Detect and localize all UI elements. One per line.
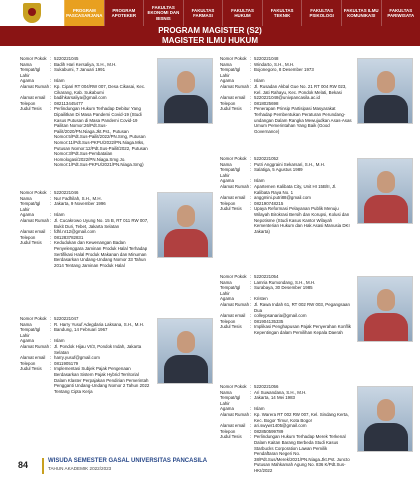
detail-value: Putri Anggraini Sekarsari, S.H., M.H. bbox=[254, 161, 326, 167]
graduate-entry bbox=[20, 316, 220, 394]
detail-label: Agama bbox=[220, 406, 234, 412]
graduate-details bbox=[220, 156, 352, 234]
detail-value: Perlindungan Hukum Terhadap Debitur Yang Dipailitkan Di Masa Pandemi Covid-19 (Studi Kasus Putusan di Masa Pandemi Covid-19 Pailitan Nomor:26/Pdt.Sus-Pailit/2020/PN.Niaga.Jkt.Pst., Putusan Nomor:5/Pdt.Sus-Pailit/2022/PN.Smg, Putusan Nomor:11/Pdt.Sus-PKPU/2022/PN.Niaga.Mks, Putusan Nomor:12/Pdt.Sus-Pailit/2022, Putusan Nomor:3/Pdt.Sus-Pembatalan Homologasi/2022/PN.Niaga.Smg Jo. Nomor:1/Pdt.Sus-PKPU/2021/PN.Niaga.Smg) bbox=[54, 106, 148, 168]
nav-item[interactable]: FAKULTAS PSIKOLOGI bbox=[301, 0, 341, 26]
detail-label: Alamat email bbox=[220, 313, 246, 319]
detail-separator: : bbox=[250, 301, 252, 307]
detail-separator: : bbox=[50, 355, 52, 361]
detail-label: Nomor Pokok bbox=[220, 156, 247, 161]
detail-row-alamat-rumah bbox=[220, 184, 352, 195]
graduate-photo bbox=[357, 58, 413, 124]
detail-value: Jl. Rusadan Akbal Gue No. 21 RT 004 RW 023, Kel. Jati Rahayu, Kec. Pondok Melati, Bekasi bbox=[254, 83, 347, 95]
graduate-photo bbox=[157, 318, 213, 384]
detail-label: Telepon bbox=[20, 360, 36, 366]
detail-label: Tempat/tgl Lahir bbox=[20, 327, 41, 338]
detail-label: Alamat Rumah bbox=[20, 83, 50, 89]
detail-label: Telepon bbox=[220, 428, 236, 434]
detail-separator: : bbox=[250, 406, 252, 412]
detail-label: Agama bbox=[20, 212, 34, 218]
detail-row-alamat-rumah bbox=[20, 344, 152, 355]
detail-label: Judul Tesis bbox=[220, 206, 242, 212]
detail-label: Alamat email bbox=[20, 229, 46, 235]
detail-separator: : bbox=[50, 338, 52, 344]
detail-separator: : bbox=[50, 321, 52, 327]
detail-value: Kedudukan dan Kewenangan Badan Penyelenggara Jaminan Produk Halal Terhadap Sertifikasi Halal Produk Makanan dan Minuman Berdasarkan Undang-Undang Nomor 33 Tahun 2014 Tentang Jaminan Produk Halal bbox=[54, 240, 148, 268]
page-number: 84 bbox=[18, 460, 29, 470]
detail-value: Jl. Cucakrowo Uyung No. 15 B, RT 011 RW 007, Bukit Duri, Tebet, Jakarta Selatan bbox=[54, 217, 149, 229]
detail-label: Alamat Rumah bbox=[220, 301, 250, 307]
detail-label: Nama bbox=[220, 279, 232, 285]
detail-separator: : bbox=[250, 423, 252, 429]
detail-value: Implikasi Penghapusan Pajak Penyerahan Konflik Kepentingan dalam Pemilihan Kepala Daerah bbox=[254, 324, 351, 335]
detail-value: Bandung, 14 Februari 1967 bbox=[54, 327, 108, 333]
graduate-photo bbox=[157, 192, 213, 258]
detail-label: Telepon bbox=[220, 200, 236, 206]
detail-label: Alamat Rumah bbox=[220, 411, 250, 417]
detail-label: Agama bbox=[220, 178, 234, 184]
detail-label: Judul Tesis bbox=[20, 106, 42, 112]
nav-item[interactable]: FAKULTAS ILMU KOMUNIKASI bbox=[341, 0, 381, 26]
graduate-photo bbox=[357, 386, 413, 452]
graduate-details bbox=[20, 190, 152, 268]
detail-separator: : bbox=[250, 156, 252, 161]
detail-label: Judul Tesis bbox=[220, 434, 242, 440]
detail-label: Tempat/tgl Lahir bbox=[220, 285, 241, 296]
university-logo bbox=[0, 0, 64, 26]
detail-separator: : bbox=[50, 61, 52, 67]
detail-value: Penerapan Prinsip Partisipasi Masyarakat Terhadap Pembentukan Peraturan Perundang-undangan Dalam Rangka Mewujudkan Asas-Asas Umum Pemerintahan Yang Baik (Good Governance) bbox=[254, 106, 352, 134]
detail-row-ttl bbox=[220, 285, 352, 296]
detail-separator: : bbox=[250, 195, 252, 201]
detail-separator: : bbox=[250, 428, 252, 434]
detail-separator: : bbox=[250, 56, 252, 61]
footer-title: WISUDA SEMESTER GASAL UNIVERSITAS PANCASILA bbox=[48, 458, 208, 464]
detail-label: Alamat email bbox=[20, 355, 46, 361]
detail-separator: : bbox=[250, 106, 252, 112]
detail-value: Jakarta, 9 November 1996 bbox=[54, 201, 106, 207]
detail-separator: : bbox=[50, 106, 52, 112]
detail-separator: : bbox=[50, 100, 52, 106]
detail-label: Alamat Rumah bbox=[20, 343, 50, 349]
detail-separator: : bbox=[250, 83, 252, 89]
detail-value: Islam bbox=[254, 78, 265, 84]
detail-separator: : bbox=[50, 95, 52, 101]
graduate-entry bbox=[220, 274, 420, 336]
detail-value: Windarto, S.H., M.H. bbox=[254, 61, 295, 67]
detail-label: Tempat/tgl Lahir bbox=[220, 67, 241, 78]
pancasila-emblem-icon bbox=[23, 3, 41, 23]
detail-label: Telepon bbox=[220, 100, 236, 106]
detail-label: Alamat Rumah bbox=[220, 183, 250, 189]
detail-separator: : bbox=[50, 190, 52, 195]
detail-separator: : bbox=[50, 212, 52, 218]
detail-label: Nomor Pokok bbox=[220, 274, 247, 279]
detail-row-alamat-rumah bbox=[20, 84, 152, 95]
detail-label: Judul Tesis bbox=[20, 240, 42, 246]
detail-separator: : bbox=[250, 384, 252, 389]
detail-value: anggmini.putri88@gmail.com bbox=[254, 195, 311, 201]
detail-separator: : bbox=[250, 395, 252, 401]
detail-value: ari.swywr1405@gmail.com bbox=[254, 423, 307, 429]
detail-label: Nomor Pokok bbox=[20, 190, 47, 195]
detail-row-ttl bbox=[20, 327, 152, 338]
detail-separator: : bbox=[250, 285, 252, 291]
detail-row-ttl bbox=[20, 201, 152, 212]
detail-label: Judul Tesis bbox=[220, 106, 242, 112]
graduate-details bbox=[20, 316, 152, 394]
detail-label: Judul Tesis bbox=[220, 324, 242, 330]
nav-item[interactable]: PROGRAM APOTEKER bbox=[104, 0, 144, 26]
graduate-details bbox=[220, 56, 352, 134]
detail-value: 0811905179 bbox=[54, 360, 79, 366]
detail-value: Islam bbox=[54, 78, 65, 84]
detail-value: Jl. Rawa Indah 61, RT 002 RW 003, Pegangsaan Dua bbox=[254, 301, 350, 313]
detail-value: 5220221048@univpancasila.ac.id bbox=[254, 95, 320, 101]
detail-label: Nama bbox=[20, 61, 32, 67]
footer-divider bbox=[42, 458, 44, 474]
detail-row-ttl bbox=[220, 395, 352, 406]
detail-label: Agama bbox=[220, 296, 234, 302]
detail-separator: : bbox=[250, 274, 252, 279]
detail-value: Jl. Pondok Hijau VI/3, Pondok Indah, Jakarta Selatan bbox=[54, 343, 142, 355]
detail-value: Islam bbox=[254, 178, 265, 184]
detail-separator: : bbox=[50, 217, 52, 223]
detail-row-judul-tesis bbox=[20, 106, 152, 168]
detail-label: Nomor Pokok bbox=[20, 316, 47, 321]
detail-value: Perlindungan Hukum Terhadap Merek Terkenal Dalam Kaitan Barang Berbeda Studi Kasus Starbucks Corporation Lawan Pemilik Pendaftaran Negeri No. 38/Pdt.Sus/Merek/2021/PN.Niaga.Jkt.Pst. Juncto Putusan Mahkamah Agung No. 836 K/Pdt.Sus-HKI/2022 bbox=[254, 434, 350, 473]
detail-separator: : bbox=[250, 161, 252, 167]
detail-label: Agama bbox=[20, 78, 34, 84]
detail-separator: : bbox=[250, 313, 252, 319]
nav-item[interactable]: FAKULTAS HUKUM bbox=[222, 0, 262, 26]
detail-value: Sukabumi, 7 Januari 1991 bbox=[54, 67, 106, 73]
nav-item[interactable]: FAKULTAS FARMASI bbox=[183, 0, 223, 26]
detail-separator: : bbox=[250, 206, 252, 212]
detail-separator: : bbox=[250, 318, 252, 324]
detail-separator: : bbox=[250, 100, 252, 106]
detail-label: Alamat email bbox=[220, 195, 246, 201]
detail-label: Agama bbox=[220, 78, 234, 84]
detail-separator: : bbox=[50, 343, 52, 349]
detail-value: Ari Suwandana, S.H., M.H. bbox=[254, 389, 307, 395]
detail-value: 082850599789 bbox=[254, 428, 284, 434]
detail-separator: : bbox=[50, 366, 52, 372]
detail-separator: : bbox=[50, 229, 52, 235]
detail-separator: : bbox=[250, 389, 252, 395]
detail-row-ttl bbox=[20, 67, 152, 78]
detail-label: Tempat/tgl Lahir bbox=[20, 67, 41, 78]
detail-value: Kristen bbox=[254, 296, 268, 302]
detail-separator: : bbox=[50, 67, 52, 73]
detail-label: Telepon bbox=[220, 318, 236, 324]
detail-separator: : bbox=[50, 195, 52, 201]
detail-row-ttl bbox=[220, 67, 352, 78]
detail-separator: : bbox=[250, 411, 252, 417]
detail-label: Tempat/tgl Lahir bbox=[20, 201, 41, 212]
detail-value: Islam bbox=[54, 338, 65, 344]
detail-value: 082190748215 bbox=[254, 200, 284, 206]
detail-value: Badih Hari Kersaliya, S.H., M.H. bbox=[54, 61, 117, 67]
detail-label: Nomor Pokok bbox=[20, 56, 47, 61]
detail-separator: : bbox=[250, 324, 252, 330]
detail-value: 5220221047 bbox=[54, 316, 79, 321]
footer-subtitle: TAHUN AKADEMIK 2022/2023 bbox=[48, 466, 112, 471]
detail-value: fdhl.nr12@gmail.com bbox=[54, 229, 96, 235]
detail-separator: : bbox=[250, 61, 252, 67]
graduate-entry bbox=[20, 190, 220, 268]
detail-separator: : bbox=[50, 316, 52, 321]
detail-label: Nomor Pokok bbox=[220, 56, 247, 61]
detail-separator: : bbox=[250, 296, 252, 302]
detail-value: 0818025698 bbox=[254, 100, 279, 106]
graduate-entry bbox=[220, 56, 420, 134]
detail-separator: : bbox=[50, 56, 52, 61]
graduate-entry bbox=[20, 56, 220, 168]
detail-label: Telepon bbox=[20, 100, 36, 106]
detail-row-alamat-rumah bbox=[20, 218, 152, 229]
detail-separator: : bbox=[250, 95, 252, 101]
detail-label: Nama bbox=[220, 61, 232, 67]
detail-value: Implementasi Subjek Pajak Pengenaan Berdasarkan Sistem Pajak Hybrid Territorial Dalam Klaster Perpajakan Pendirian Pemerintah Pengganti Undang-Undang Nomor 2 Tahun 2022 Tentang Cipta Kerja bbox=[54, 366, 150, 394]
detail-value: Kp. Warera RT 002 RW 007, Kel. Sindang Kerta, Kec. Bogor Timur, Kota Bogor bbox=[254, 411, 349, 423]
detail-label: Alamat Rumah bbox=[220, 83, 250, 89]
detail-label: Nama bbox=[20, 321, 32, 327]
detail-value: Lamria Rumondang, S.H., M.H. bbox=[254, 279, 316, 285]
detail-value: Islam bbox=[54, 212, 65, 218]
detail-separator: : bbox=[250, 279, 252, 285]
detail-value: 5220221054 bbox=[254, 274, 279, 279]
detail-value: harry.yusuf@gmail.com bbox=[54, 355, 100, 361]
detail-value: 5220221048 bbox=[254, 56, 279, 61]
detail-value: Surabaya, 30 Desember 1985 bbox=[254, 285, 313, 291]
detail-label: Telepon bbox=[20, 234, 36, 240]
nav-item[interactable]: PROGRAM PASCASARJANA bbox=[64, 0, 104, 26]
detail-value: Apartemen Kalibata City, Unit HI 15B/II, Jl. Kalibata Raya No. 1 bbox=[254, 183, 337, 195]
detail-label: Nama bbox=[220, 389, 232, 395]
detail-label: Alamat email bbox=[20, 95, 46, 101]
page-footer bbox=[0, 448, 420, 480]
detail-label: Judul Tesis bbox=[20, 366, 42, 372]
detail-separator: : bbox=[250, 67, 252, 73]
detail-value: 5220221045 bbox=[54, 56, 79, 61]
detail-separator: : bbox=[50, 78, 52, 84]
detail-separator: : bbox=[50, 360, 52, 366]
detail-label: Tempat/tgl Lahir bbox=[220, 395, 241, 406]
detail-separator: : bbox=[250, 167, 252, 173]
detail-label: Alamat email bbox=[220, 423, 246, 429]
program-title-line1: PROGRAM MAGISTER (S2) bbox=[158, 26, 262, 35]
detail-label: Agama bbox=[20, 338, 34, 344]
detail-value: R. Harry Yusuf Adegdaria Laksana, S.H., M.H. bbox=[54, 321, 144, 327]
detail-value: Salatiga, 5 Agustus 1989 bbox=[254, 167, 303, 173]
nav-item[interactable]: FAKULTAS PARIWISATA bbox=[381, 0, 420, 26]
program-title bbox=[0, 26, 420, 46]
nav-item[interactable]: FAKULTAS EKONOMI DAN BISNIS bbox=[143, 0, 183, 26]
detail-separator: : bbox=[250, 200, 252, 206]
detail-value: 081904135335 bbox=[254, 318, 284, 324]
graduate-photo bbox=[357, 158, 413, 224]
detail-value: Kp. Cipari RT 004/RW 007, Desa Cikasai, Kec. Cikarang, Kab. Sukabumi bbox=[54, 83, 146, 95]
header-bar bbox=[0, 0, 420, 26]
detail-row-judul-tesis bbox=[20, 240, 152, 268]
program-title-line2: MAGISTER ILMU HUKUM bbox=[162, 36, 258, 45]
detail-separator: : bbox=[50, 327, 52, 333]
detail-separator: : bbox=[50, 201, 52, 207]
graduate-details bbox=[220, 274, 352, 336]
detail-row-judul-tesis bbox=[220, 324, 352, 335]
detail-label: Nama bbox=[220, 161, 232, 167]
detail-row-judul-tesis bbox=[20, 366, 152, 394]
detail-separator: : bbox=[50, 83, 52, 89]
detail-value: 081283782831 bbox=[54, 234, 84, 240]
detail-label: Nomor Pokok bbox=[220, 384, 247, 389]
detail-label: Alamat email bbox=[220, 95, 246, 101]
detail-value: 5220221056 bbox=[254, 384, 279, 389]
detail-value: Upaya Reformasi Pelayanan Publik Menuju Wilayah Birokrasi Bersih dan Korupsi, Kolusi dan Nepotisme (Studi Kasus Kantor Wilayah Kementerian Hukum dan Hak Asasi Manusia DKI Jakarta) bbox=[254, 206, 350, 234]
detail-separator: : bbox=[250, 178, 252, 184]
detail-value: colleypsanaria@gmail.com bbox=[254, 313, 307, 319]
graduate-entry bbox=[220, 156, 420, 234]
detail-value: Nur Fadhilah, S.H., M.H. bbox=[54, 195, 102, 201]
detail-value: 082113445477 bbox=[54, 100, 83, 106]
detail-value: 5220221052 bbox=[254, 156, 279, 161]
detail-separator: : bbox=[250, 434, 252, 440]
detail-value: badihkarsaliya@gmail.com bbox=[54, 95, 107, 101]
detail-separator: : bbox=[50, 234, 52, 240]
detail-label: Alamat Rumah bbox=[20, 217, 50, 223]
graduate-photo bbox=[157, 58, 213, 124]
detail-row-alamat-rumah bbox=[220, 302, 352, 313]
detail-value: 5220221046 bbox=[54, 190, 79, 195]
nav-item[interactable]: FAKULTAS TEKNIK bbox=[262, 0, 302, 26]
detail-row-alamat-rumah bbox=[220, 412, 352, 423]
detail-row-judul-tesis bbox=[220, 106, 352, 134]
detail-value: Jakarta, 14 Mei 1983 bbox=[254, 395, 296, 401]
detail-separator: : bbox=[250, 183, 252, 189]
graduate-details bbox=[20, 56, 152, 168]
faculty-nav bbox=[64, 0, 420, 26]
detail-label: Nama bbox=[20, 195, 32, 201]
detail-separator: : bbox=[50, 240, 52, 246]
detail-value: Islam bbox=[254, 406, 265, 412]
detail-row-alamat-rumah bbox=[220, 84, 352, 95]
detail-label: Tempat/tgl Lahir bbox=[220, 167, 241, 178]
detail-value: Bojonegoro, 8 Desember 1973 bbox=[254, 67, 314, 73]
graduate-photo bbox=[357, 276, 413, 342]
detail-row-ttl bbox=[220, 167, 352, 178]
detail-row-judul-tesis bbox=[220, 206, 352, 234]
detail-separator: : bbox=[250, 78, 252, 84]
